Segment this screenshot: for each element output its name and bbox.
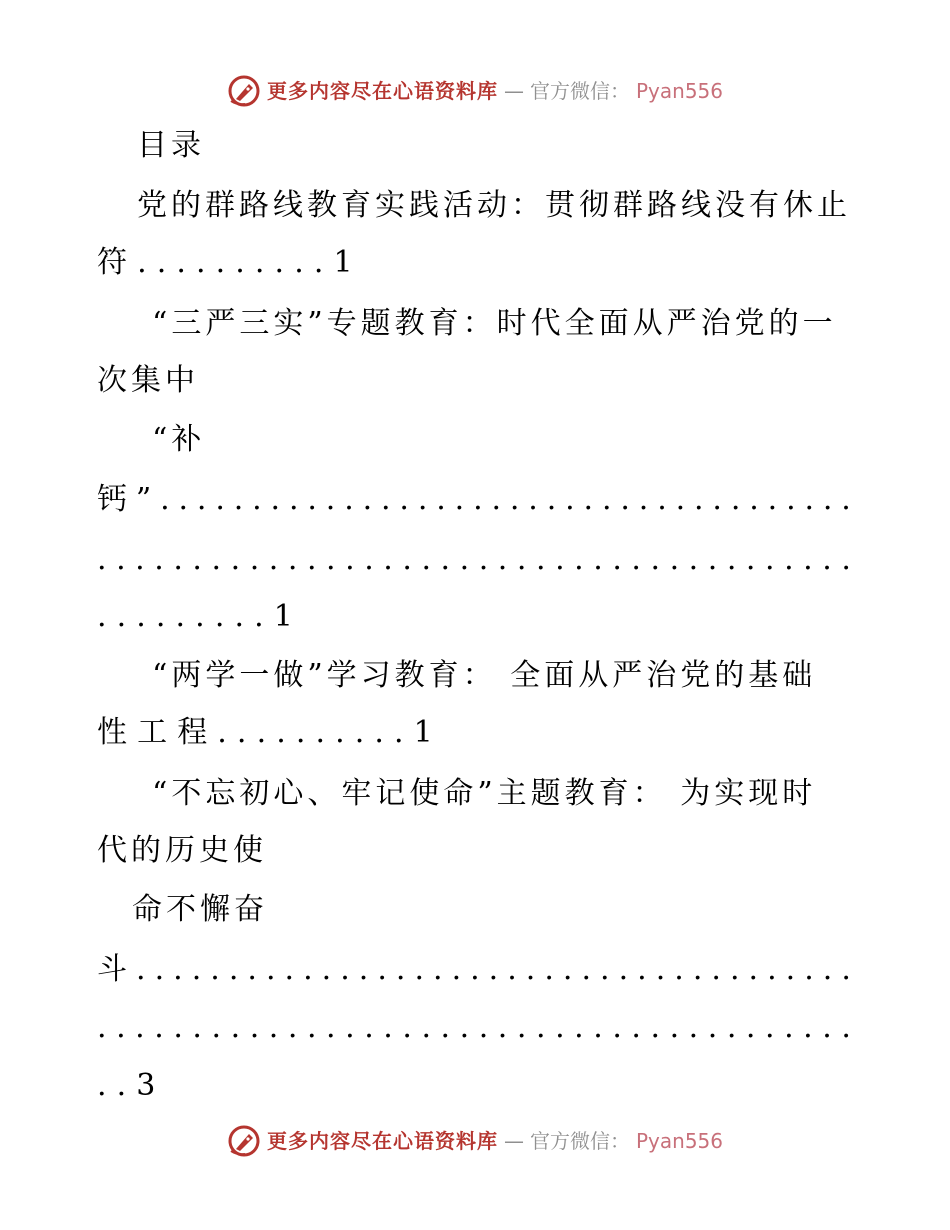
watermark-channel-text: 官方微信： xyxy=(529,1129,630,1153)
toc-line: ..3 xyxy=(97,1068,166,1103)
toc-line: 代的历史使 xyxy=(97,833,267,868)
watermark-separator: — xyxy=(503,1129,524,1153)
toc-line: “两学一做”学习教育： 全面从严治党的基础 xyxy=(152,658,817,693)
footer-watermark xyxy=(0,1124,950,1158)
toc-line: “补 xyxy=(152,422,206,457)
toc-line: 符..........1 xyxy=(97,245,363,280)
toc-line: 性工程..........1 xyxy=(97,715,443,750)
toc-line: 斗....................................... xyxy=(97,952,860,987)
fountain-pen-logo-icon xyxy=(227,1124,261,1158)
toc-line: ........................................ xyxy=(97,542,861,577)
toc-heading: 目录 xyxy=(137,128,205,163)
toc-line: .........1 xyxy=(97,599,303,634)
toc-line: “三严三实”专题教育：时代全面从严治党的一 xyxy=(152,306,837,341)
toc-line: 命不懈奋 xyxy=(132,892,268,927)
toc-line: ........................................ xyxy=(97,1010,861,1045)
watermark-separator: — xyxy=(503,79,524,103)
watermark-brand-text: 更多内容尽在心语资料库 xyxy=(266,1129,498,1153)
watermark-account: Pyan556 xyxy=(635,1129,723,1153)
watermark-account: Pyan556 xyxy=(635,79,723,103)
watermark-channel-text: 官方微信： xyxy=(529,79,630,103)
toc-line: 党的群路线教育实践活动：贯彻群路线没有休止 xyxy=(137,188,851,223)
toc-line: 次集中 xyxy=(97,363,199,398)
toc-line: “不忘初心、牢记使命”主题教育： 为实现时 xyxy=(152,776,817,811)
toc-line: 钙”...................................... xyxy=(97,482,860,517)
watermark-brand-text: 更多内容尽在心语资料库 xyxy=(266,79,498,103)
